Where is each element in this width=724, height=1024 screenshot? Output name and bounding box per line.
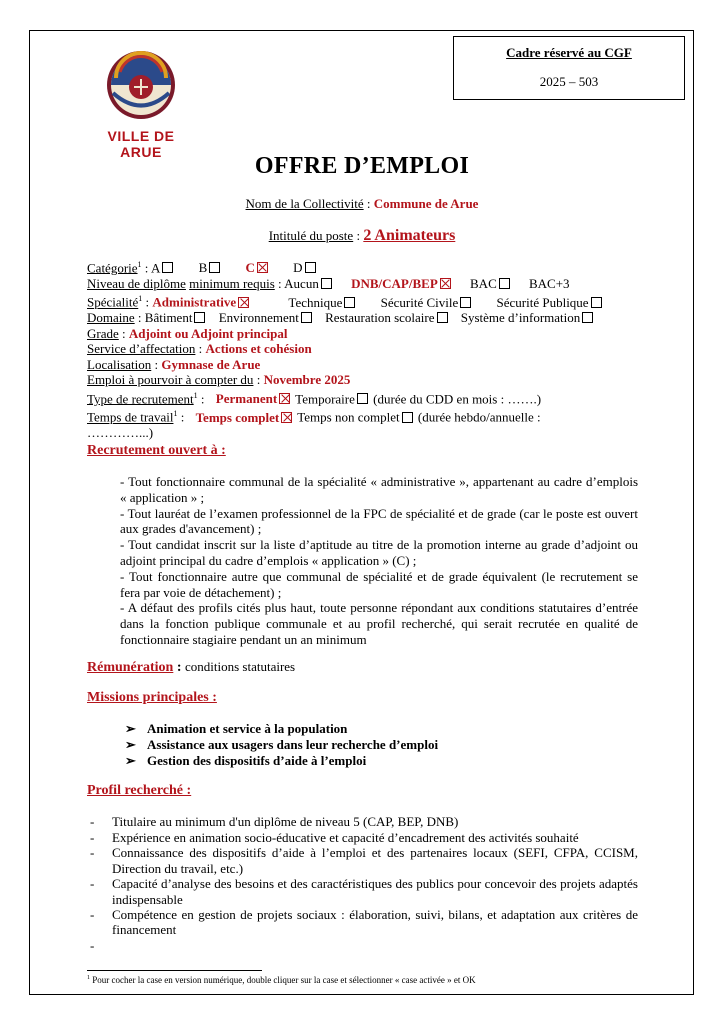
cat-b-label: B	[198, 260, 208, 276]
niveau-row	[87, 276, 647, 292]
dom-si-label: Système d’information	[460, 310, 581, 326]
emploi-label: Emploi à pourvoir à compter du	[87, 372, 254, 388]
mission-item	[125, 737, 438, 753]
categorie-sep: :	[141, 260, 151, 276]
dash-bullet: -	[90, 876, 95, 892]
temps-sup: 1	[173, 409, 178, 419]
mission-item	[125, 721, 438, 737]
info-block	[87, 257, 647, 441]
domaine-sep: :	[134, 310, 145, 326]
footnote-text: Pour cocher la case en version numérique, double cliquer sur la case et sélectionner « case activée » et OK	[90, 975, 476, 985]
rtype-temporaire-label: Temporaire	[295, 390, 355, 406]
emploi-row	[87, 372, 647, 388]
dom-si-checkbox[interactable]	[582, 312, 593, 323]
spec-civile-label: Sécurité Civile	[380, 294, 459, 310]
profil-heading-text: Profil recherché :	[87, 783, 192, 798]
logo-text: VILLE DE ARUE	[107, 128, 175, 160]
collectivite-label: Nom de la Collectivité	[245, 196, 364, 211]
poste-label: Intitulé du poste	[268, 228, 354, 243]
domaine-label: Domaine	[87, 310, 135, 326]
footnote-divider	[87, 970, 262, 971]
recrutement-item: - Tout lauréat de l’examen professionnel de la FPC de spécialité et de grade (car le poste est ouvert aux grades d'avancement) ;	[120, 505, 638, 537]
spec-admin-checkbox[interactable]	[238, 297, 249, 308]
categorie-sup: 1	[137, 260, 142, 269]
mission-item	[125, 753, 438, 769]
localisation-label: Localisation	[87, 356, 152, 372]
temps-note-row	[87, 425, 647, 441]
spec-admin-label: Administrative	[152, 294, 237, 310]
grade-value: Adjoint ou Adjoint principal	[128, 325, 288, 341]
page-title: OFFRE D’EMPLOI	[254, 153, 470, 179]
profil-text: Connaissance des dispositifs d’aide à l’emploi et des partenaires locaux (SEFI, CFPA, CCISM, Direction du travail, etc.)	[112, 845, 638, 876]
localisation-row	[87, 357, 647, 373]
emploi-sep: :	[253, 372, 264, 388]
rtype-sup: 1	[193, 390, 198, 400]
rtype-note: (durée du CDD en mois : …….)	[373, 390, 542, 406]
rtype-temporaire-checkbox[interactable]	[357, 393, 368, 404]
spec-publique-checkbox[interactable]	[591, 297, 602, 308]
specialite-row	[87, 291, 647, 310]
temps-note2: …………...)	[87, 425, 154, 441]
specialite-sup: 1	[138, 294, 143, 304]
collectivite-sep: :	[363, 196, 374, 211]
profil-text	[112, 938, 638, 953]
recrutement-item: - Tout fonctionnaire communal de la spécialité « administrative », appartenant au cadre d’emplois « application » ;	[120, 474, 638, 505]
spec-tech-checkbox[interactable]	[344, 297, 355, 308]
poste-value: 2 Animateurs	[363, 227, 456, 244]
profil-text: Compétence en gestion de projets sociaux : élaboration, suivi, bilans, et adaptation aux critères de financement	[112, 907, 638, 938]
missions-heading-text: Missions principales :	[87, 690, 217, 705]
service-row	[87, 341, 647, 357]
rtype-label: Type de recrutement	[87, 390, 194, 406]
footnote	[87, 975, 476, 985]
categorie-label: Catégorie	[87, 260, 138, 276]
profil-text: Capacité d’analyse des besoins et des caractéristiques des publics pour concevoir des projets adaptés indispensable	[112, 876, 638, 907]
dash-bullet: -	[90, 814, 95, 829]
specialite-label: Spécialité	[87, 294, 139, 310]
temps-noncomplet-checkbox[interactable]	[402, 412, 413, 423]
niveau-sep: :	[274, 275, 285, 291]
profil-item	[90, 876, 638, 906]
grade-sep: :	[118, 325, 129, 341]
dom-env-label: Environnement	[218, 310, 299, 326]
cat-a-checkbox[interactable]	[162, 262, 173, 273]
cgf-title: Cadre réservé au CGF	[506, 45, 632, 60]
cgf-number: 2025 – 503	[539, 74, 599, 89]
rtype-sep: :	[197, 390, 205, 406]
missions-heading	[87, 690, 217, 706]
cat-d-checkbox[interactable]	[305, 262, 316, 273]
collectivite-value: Commune de Arue	[373, 196, 479, 211]
temps-complet-checkbox[interactable]	[281, 412, 292, 423]
specialite-sep: :	[142, 294, 153, 310]
dom-resto-label: Restauration scolaire	[325, 310, 435, 326]
dom-batiment-label: Bâtiment	[144, 310, 193, 326]
spec-tech-label: Technique	[288, 294, 343, 310]
niveau-label-a: Niveau de diplôme	[87, 275, 186, 291]
profil-item	[90, 830, 638, 845]
temps-sep: :	[177, 409, 185, 425]
poste-sep: :	[353, 228, 364, 243]
grade-row	[87, 326, 647, 342]
categorie-row	[87, 257, 647, 276]
dom-env-checkbox[interactable]	[301, 312, 312, 323]
niveau-aucun-checkbox[interactable]	[321, 278, 332, 289]
rtype-permanent-checkbox[interactable]	[279, 393, 290, 404]
profil-item	[90, 938, 638, 953]
dash-bullet: -	[90, 907, 95, 923]
recrutement-item: - Tout candidat inscrit sur la liste d’aptitude au titre de la promotion interne au grade d’adjoint ou adjoint principal du cadre d’emplois « application » (C) ;	[120, 537, 638, 568]
profil-item	[90, 814, 638, 829]
service-sep: :	[195, 341, 206, 357]
service-label: Service d’affectation	[87, 341, 196, 357]
niveau-bac-label: BAC	[470, 275, 497, 291]
mission-text: Animation et service à la population	[147, 721, 348, 736]
missions-list	[125, 721, 438, 769]
temps-label: Temps de travail	[87, 409, 174, 425]
service-value: Actions et cohésion	[205, 341, 312, 357]
cgf-box	[453, 36, 685, 100]
cat-c-label: C	[245, 260, 255, 276]
niveau-dnb-checkbox[interactable]	[440, 278, 451, 289]
profil-item	[90, 845, 638, 875]
collectivite-line	[0, 196, 724, 212]
mission-text: Gestion des dispositifs d’aide à l’emploi	[147, 753, 367, 768]
profil-text: Titulaire au minimum d'un diplôme de niveau 5 (CAP, BEP, DNB)	[112, 814, 459, 829]
recrutement-heading-text: Recrutement ouvert à :	[87, 443, 226, 458]
recrutement-item: - A défaut des profils cités plus haut, toute personne répondant aux conditions statutaires d’entrée dans la fonction publique communale et au profil recherché, qui serait recrutée en qualité de fonctionnaire stagiaire pendant un an minimum	[120, 600, 638, 647]
dom-batiment-checkbox[interactable]	[194, 312, 205, 323]
grade-label: Grade	[87, 325, 119, 341]
niveau-dnb-label: DNB/CAP/BEP	[351, 275, 438, 291]
niveau-bac3-label: BAC+3	[529, 275, 570, 291]
dom-resto-checkbox[interactable]	[437, 312, 448, 323]
recrutement-list	[120, 474, 638, 648]
footnote-number: 1	[87, 975, 90, 981]
arrow-bullet-icon: ➢	[125, 737, 136, 752]
recrutement-type-row	[87, 388, 647, 407]
profil-list	[90, 814, 638, 954]
remuneration-sep: :	[173, 660, 182, 675]
poste-line	[0, 227, 724, 245]
arrow-bullet-icon: ➢	[125, 721, 136, 736]
localisation-value: Gymnase de Arue	[161, 356, 261, 372]
mission-text: Assistance aux usagers dans leur recherche d’emploi	[147, 737, 439, 752]
temps-noncomplet-label: Temps non complet	[297, 409, 400, 425]
cat-d-label: D	[293, 260, 303, 276]
recrutement-heading	[87, 443, 226, 459]
rtype-permanent-label: Permanent	[215, 390, 278, 406]
remuneration-heading-text: Rémunération	[87, 660, 174, 675]
remuneration-heading	[87, 659, 295, 676]
niveau-bac-checkbox[interactable]	[499, 278, 510, 289]
spec-publique-label: Sécurité Publique	[496, 294, 589, 310]
dash-bullet: -	[90, 845, 95, 861]
cat-c-checkbox[interactable]	[257, 262, 268, 273]
profil-heading	[87, 783, 191, 799]
emploi-value: Novembre 2025	[263, 372, 351, 388]
localisation-sep: :	[151, 356, 162, 372]
niveau-aucun-label: Aucun	[284, 275, 319, 291]
niveau-label-b: minimum requis	[189, 275, 275, 291]
spec-civile-checkbox[interactable]	[460, 297, 471, 308]
temps-row	[87, 406, 647, 425]
temps-complet-label: Temps complet	[195, 409, 280, 425]
remuneration-value: conditions statutaires	[185, 659, 296, 674]
profil-item	[90, 907, 638, 937]
arrow-bullet-icon: ➢	[125, 753, 136, 768]
dash-bullet: -	[90, 938, 95, 954]
cat-b-checkbox[interactable]	[209, 262, 220, 273]
temps-note: (durée hebdo/annuelle :	[417, 409, 541, 425]
domaine-row	[87, 310, 647, 326]
cat-a-label: A	[150, 260, 161, 276]
recrutement-item: - Tout fonctionnaire autre que communal de spécialité et de grade équivalent (le recrutement se fera par voie de détachement) ;	[120, 568, 638, 600]
profil-text: Expérience en animation socio-éducative et capacité d’encadrement des activités souhaité	[112, 829, 579, 845]
dash-bullet: -	[90, 829, 95, 845]
